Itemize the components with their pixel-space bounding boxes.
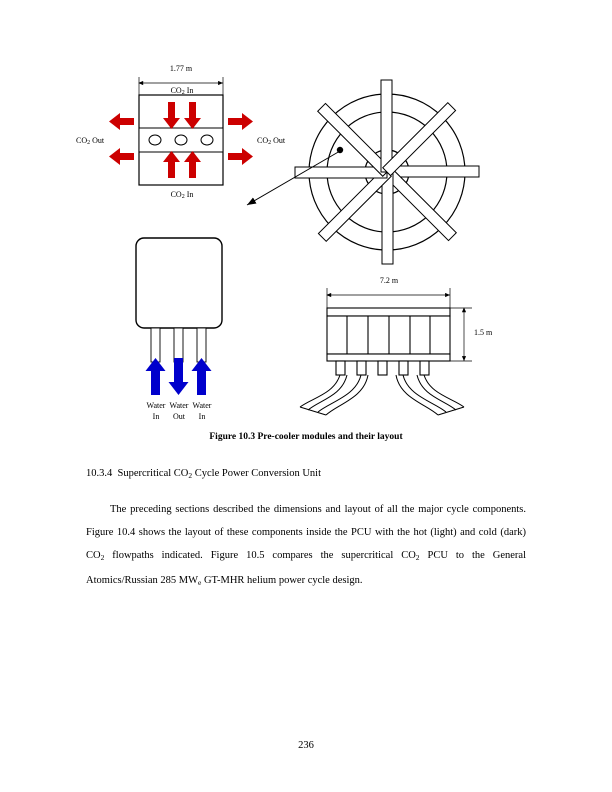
paragraph-part-3: PCU to the General Atomics/Russian 285 MW	[86, 550, 526, 586]
section-title-before: Supercritical CO	[117, 468, 189, 479]
paragraph-sub-1: 2	[100, 553, 105, 562]
section-title-sub: 2	[188, 471, 193, 480]
water-in-left-label: Water In	[146, 401, 166, 421]
vessel-height-dimension	[450, 308, 472, 361]
section-title-after: Cycle Power Conversion Unit	[192, 468, 322, 479]
vessel-modules	[295, 80, 479, 264]
figure-10-3	[72, 50, 540, 450]
paragraph-part-4: GT-MHR helium power cycle design.	[201, 575, 363, 586]
precooler-module-elevation	[136, 238, 222, 328]
paragraph-part-1: The preceding sections described the dimensions and layout of all the major cycle components. Figure 10.4 shows the layout of these components inside the PCU with the hot (light) and cold (dark) CO	[86, 504, 526, 561]
water-out-arrow	[169, 358, 189, 395]
body-paragraph	[86, 498, 526, 594]
vessel-diameter-dimension	[327, 288, 450, 308]
water-in-right-arrow	[192, 358, 212, 395]
figure-caption: Figure 10.3 Pre-cooler modules and their layout	[209, 432, 403, 442]
co2-out-right-arrows	[228, 113, 253, 165]
figure-drawing	[72, 50, 540, 450]
co2-in-bottom-label: $CO_2$ In	[170, 190, 194, 200]
water-out-label: Water Out	[169, 401, 189, 421]
vessel-height-label: 1.5 m	[474, 328, 493, 337]
paragraph-part-2: flowpaths indicated. Figure 10.5 compares the supercritical CO	[104, 550, 416, 561]
water-pipes	[151, 328, 206, 362]
vessel-diameter-label: 7.2 m	[379, 276, 399, 285]
section-heading	[86, 468, 321, 480]
co2-out-left-arrows	[109, 113, 134, 165]
page-number: 236	[298, 740, 314, 751]
module-tubes	[149, 135, 213, 145]
module-width-dimension-label: 1.77 m	[169, 64, 193, 73]
co2-out-left-label: $CO_2$ Out	[76, 136, 105, 146]
section-number: 10.3.4	[86, 468, 113, 479]
water-in-left-arrow	[146, 358, 166, 395]
co2-in-top-label: $CO_2$ In	[170, 86, 194, 96]
co2-out-right-label: $CO_2$ Out	[257, 136, 286, 146]
paragraph-sub-2: 2	[415, 553, 420, 562]
vessel-piping	[300, 375, 464, 415]
paragraph-sub-3: e	[198, 578, 202, 587]
vessel-elevation	[327, 308, 450, 375]
water-in-right-label: Water In	[192, 401, 212, 421]
